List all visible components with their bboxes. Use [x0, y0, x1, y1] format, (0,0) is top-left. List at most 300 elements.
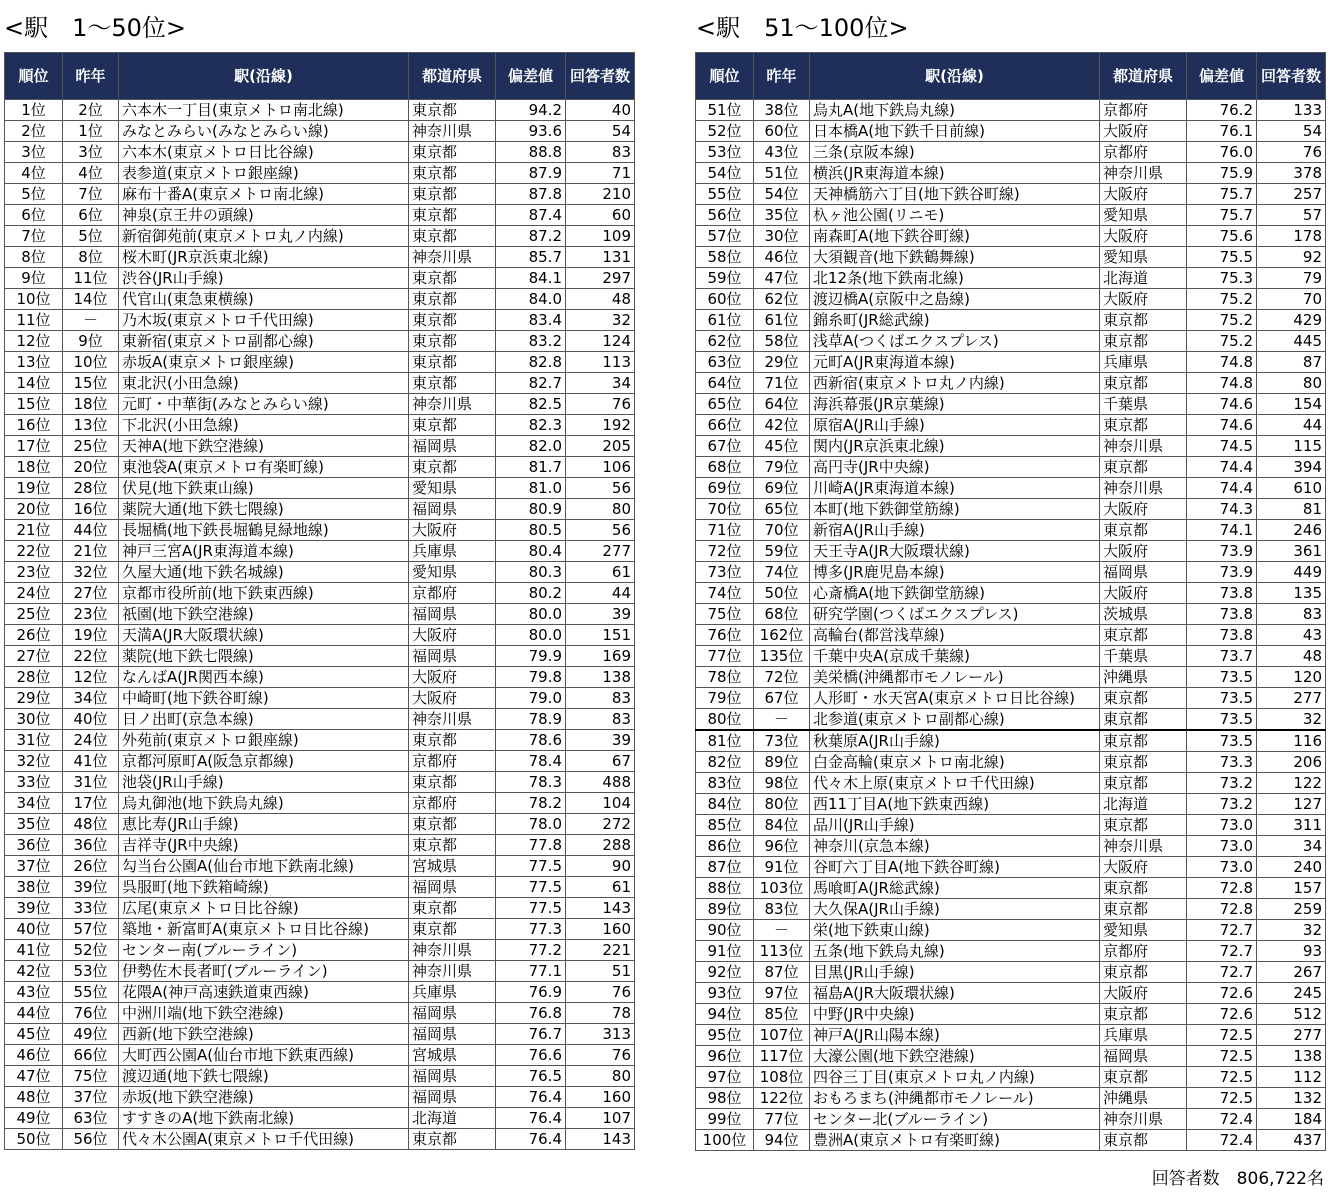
respondents-cell: 54: [566, 121, 635, 142]
respondents-cell: 60: [566, 205, 635, 226]
rank-cell: 79位: [696, 688, 754, 709]
respondents-cell: 51: [566, 961, 635, 982]
rank-cell: 97位: [696, 1067, 754, 1088]
prefecture-cell: 東京都: [409, 268, 496, 289]
respondents-cell: 56: [566, 520, 635, 541]
rank-cell: 19位: [5, 478, 63, 499]
score-cell: 82.7: [496, 373, 566, 394]
score-cell: 72.5: [1187, 1046, 1257, 1067]
score-cell: 76.6: [496, 1045, 566, 1066]
respondents-cell: 44: [1257, 415, 1326, 436]
last-year-cell: 68位: [754, 604, 810, 625]
station-cell: 大久保A(JR山手線): [810, 899, 1100, 920]
score-cell: 74.8: [1187, 373, 1257, 394]
station-cell: 谷町六丁目A(地下鉄谷町線): [810, 857, 1100, 878]
table-row: [5, 142, 635, 163]
rank-cell: 50位: [5, 1129, 63, 1150]
last-year-cell: 56位: [63, 1129, 119, 1150]
score-cell: 79.0: [496, 688, 566, 709]
prefecture-cell: 東京都: [409, 142, 496, 163]
respondents-cell: 34: [566, 373, 635, 394]
rank-cell: 72位: [696, 541, 754, 562]
station-cell: 烏丸A(地下鉄烏丸線): [810, 100, 1100, 121]
respondents-cell: 259: [1257, 899, 1326, 920]
prefecture-cell: 千葉県: [1100, 646, 1187, 667]
respondents-cell: 297: [566, 268, 635, 289]
rank-cell: 88位: [696, 878, 754, 899]
score-cell: 82.3: [496, 415, 566, 436]
last-year-cell: 35位: [754, 205, 810, 226]
prefecture-cell: 北海道: [409, 1108, 496, 1129]
table-row: [696, 1067, 1326, 1088]
station-cell: 高輪台(都営浅草線): [810, 625, 1100, 646]
right-section-title: <駅 51～100位>: [696, 14, 909, 42]
table-row: [696, 646, 1326, 667]
last-year-cell: 108位: [754, 1067, 810, 1088]
rank-cell: 70位: [696, 499, 754, 520]
prefecture-cell: 大阪府: [409, 688, 496, 709]
prefecture-cell: 兵庫県: [1100, 352, 1187, 373]
respondents-cell: 192: [566, 415, 635, 436]
rank-cell: 86位: [696, 836, 754, 857]
last-year-cell: 98位: [754, 773, 810, 794]
score-cell: 76.4: [496, 1108, 566, 1129]
score-cell: 73.5: [1187, 709, 1257, 731]
station-cell: 高円寺(JR中央線): [810, 457, 1100, 478]
last-year-cell: 53位: [63, 961, 119, 982]
station-cell: 元町・中華街(みなとみらい線): [119, 394, 409, 415]
station-cell: 乃木坂(東京メトロ千代田線): [119, 310, 409, 331]
prefecture-cell: 神奈川県: [1100, 436, 1187, 457]
station-cell: 福島A(JR大阪環状線): [810, 983, 1100, 1004]
last-year-cell: 84位: [754, 815, 810, 836]
prefecture-cell: 大阪府: [1100, 499, 1187, 520]
respondents-cell: 221: [566, 940, 635, 961]
prefecture-cell: 大阪府: [409, 667, 496, 688]
rank-cell: 73位: [696, 562, 754, 583]
rank-cell: 76位: [696, 625, 754, 646]
table-row: [5, 352, 635, 373]
respondents-cell: 61: [566, 877, 635, 898]
last-year-cell: 58位: [754, 331, 810, 352]
rank-cell: 26位: [5, 625, 63, 646]
station-cell: 本町(地下鉄御堂筋線): [810, 499, 1100, 520]
respondents-cell: 78: [566, 1003, 635, 1024]
station-cell: 海浜幕張(JR京葉線): [810, 394, 1100, 415]
table-row: [5, 1066, 635, 1087]
station-cell: 吉祥寺(JR中央線): [119, 835, 409, 856]
rank-cell: 40位: [5, 919, 63, 940]
rank-cell: 27位: [5, 646, 63, 667]
rank-cell: 20位: [5, 499, 63, 520]
rank-cell: 84位: [696, 794, 754, 815]
score-cell: 87.2: [496, 226, 566, 247]
score-cell: 80.9: [496, 499, 566, 520]
score-cell: 72.5: [1187, 1025, 1257, 1046]
rank-cell: 36位: [5, 835, 63, 856]
last-year-cell: 69位: [754, 478, 810, 499]
score-cell: 78.2: [496, 793, 566, 814]
station-cell: 原宿A(JR山手線): [810, 415, 1100, 436]
station-cell: 天神橋筋六丁目(地下鉄谷町線): [810, 184, 1100, 205]
respondents-cell: 132: [1257, 1088, 1326, 1109]
prefecture-cell: 東京都: [1100, 1130, 1187, 1151]
respondents-cell: 39: [566, 730, 635, 751]
table-row: [696, 457, 1326, 478]
respondents-cell: 76: [566, 394, 635, 415]
prefecture-cell: 京都府: [1100, 941, 1187, 962]
table-row: [5, 373, 635, 394]
table-row: [696, 815, 1326, 836]
prefecture-cell: 福岡県: [409, 1024, 496, 1045]
respondents-cell: 445: [1257, 331, 1326, 352]
prefecture-cell: 福岡県: [1100, 1046, 1187, 1067]
prefecture-cell: 東京都: [409, 100, 496, 121]
respondents-cell: 184: [1257, 1109, 1326, 1130]
rank-cell: 83位: [696, 773, 754, 794]
prefecture-cell: 東京都: [1100, 331, 1187, 352]
rank-cell: 69位: [696, 478, 754, 499]
score-cell: 80.2: [496, 583, 566, 604]
station-cell: 池袋(JR山手線): [119, 772, 409, 793]
station-cell: 伏見(地下鉄東山線): [119, 478, 409, 499]
respondents-cell: 257: [1257, 184, 1326, 205]
last-year-cell: 38位: [754, 100, 810, 121]
score-cell: 77.8: [496, 835, 566, 856]
respondents-cell: 143: [566, 898, 635, 919]
header-prefecture: 都道府県: [409, 53, 496, 100]
header-row: [696, 53, 1326, 100]
score-cell: 77.5: [496, 898, 566, 919]
respondents-cell: 124: [566, 331, 635, 352]
last-year-cell: 37位: [63, 1087, 119, 1108]
rank-cell: 64位: [696, 373, 754, 394]
score-cell: 75.2: [1187, 310, 1257, 331]
score-cell: 76.4: [496, 1087, 566, 1108]
last-year-cell: 57位: [63, 919, 119, 940]
rank-cell: 51位: [696, 100, 754, 121]
last-year-cell: 67位: [754, 688, 810, 709]
prefecture-cell: 東京都: [1100, 878, 1187, 899]
respondents-cell: 361: [1257, 541, 1326, 562]
rank-cell: 39位: [5, 898, 63, 919]
score-cell: 75.2: [1187, 289, 1257, 310]
respondents-cell: 48: [1257, 646, 1326, 667]
station-cell: 表参道(東京メトロ銀座線): [119, 163, 409, 184]
respondents-cell: 83: [566, 709, 635, 730]
score-cell: 73.3: [1187, 752, 1257, 773]
score-cell: 81.0: [496, 478, 566, 499]
respondents-cell: 32: [1257, 920, 1326, 941]
station-cell: 白金高輪(東京メトロ南北線): [810, 752, 1100, 773]
prefecture-cell: 大阪府: [409, 625, 496, 646]
score-cell: 74.3: [1187, 499, 1257, 520]
respondents-cell: 80: [566, 1066, 635, 1087]
respondents-cell: 61: [566, 562, 635, 583]
last-year-cell: 52位: [63, 940, 119, 961]
last-year-cell: 22位: [63, 646, 119, 667]
header-row: [5, 53, 635, 100]
table-row: [5, 856, 635, 877]
rank-cell: 37位: [5, 856, 63, 877]
last-year-cell: 162位: [754, 625, 810, 646]
station-cell: すすきのA(地下鉄南北線): [119, 1108, 409, 1129]
last-year-cell: 19位: [63, 625, 119, 646]
station-cell: 新宿A(JR山手線): [810, 520, 1100, 541]
last-year-cell: 62位: [754, 289, 810, 310]
table-row: [5, 541, 635, 562]
prefecture-cell: 茨城県: [1100, 604, 1187, 625]
last-year-cell: 85位: [754, 1004, 810, 1025]
prefecture-cell: 神奈川県: [409, 121, 496, 142]
prefecture-cell: 東京都: [409, 898, 496, 919]
respondents-cell: 80: [1257, 373, 1326, 394]
last-year-cell: 12位: [63, 667, 119, 688]
score-cell: 80.4: [496, 541, 566, 562]
rank-cell: 55位: [696, 184, 754, 205]
last-year-cell: 36位: [63, 835, 119, 856]
respondents-cell: 92: [1257, 247, 1326, 268]
last-year-cell: 30位: [754, 226, 810, 247]
table-row: [5, 121, 635, 142]
table-row: [5, 1024, 635, 1045]
last-year-cell: 10位: [63, 352, 119, 373]
prefecture-cell: 東京都: [1100, 773, 1187, 794]
prefecture-cell: 東京都: [1100, 730, 1187, 752]
rank-cell: 52位: [696, 121, 754, 142]
rank-cell: 7位: [5, 226, 63, 247]
rank-cell: 54位: [696, 163, 754, 184]
respondents-cell: 206: [1257, 752, 1326, 773]
prefecture-cell: 東京都: [409, 373, 496, 394]
last-year-cell: 4位: [63, 163, 119, 184]
respondents-cell: 83: [566, 142, 635, 163]
rank-cell: 3位: [5, 142, 63, 163]
rank-cell: 100位: [696, 1130, 754, 1151]
score-cell: 72.6: [1187, 1004, 1257, 1025]
last-year-cell: －: [754, 709, 810, 731]
table-row: [5, 667, 635, 688]
score-cell: 73.8: [1187, 625, 1257, 646]
respondents-cell: 43: [1257, 625, 1326, 646]
score-cell: 72.5: [1187, 1067, 1257, 1088]
prefecture-cell: 東京都: [409, 814, 496, 835]
last-year-cell: 17位: [63, 793, 119, 814]
respondents-cell: 127: [1257, 794, 1326, 815]
station-cell: 神泉(京王井の頭線): [119, 205, 409, 226]
table-row: [696, 583, 1326, 604]
last-year-cell: 55位: [63, 982, 119, 1003]
score-cell: 79.9: [496, 646, 566, 667]
table-row: [5, 310, 635, 331]
score-cell: 73.8: [1187, 604, 1257, 625]
last-year-cell: 43位: [754, 142, 810, 163]
rank-cell: 5位: [5, 184, 63, 205]
last-year-cell: 6位: [63, 205, 119, 226]
table-row: [696, 541, 1326, 562]
last-year-cell: －: [63, 310, 119, 331]
station-cell: 四谷三丁目(東京メトロ丸ノ内線): [810, 1067, 1100, 1088]
table-row: [696, 499, 1326, 520]
table-row: [696, 773, 1326, 794]
rank-cell: 48位: [5, 1087, 63, 1108]
table-row: [5, 163, 635, 184]
prefecture-cell: 東京都: [409, 205, 496, 226]
prefecture-cell: 福岡県: [1100, 562, 1187, 583]
prefecture-cell: 神奈川県: [409, 394, 496, 415]
prefecture-cell: 東京都: [1100, 415, 1187, 436]
table-row: [696, 142, 1326, 163]
prefecture-cell: 東京都: [1100, 709, 1187, 731]
last-year-cell: 49位: [63, 1024, 119, 1045]
last-year-cell: 26位: [63, 856, 119, 877]
rank-cell: 66位: [696, 415, 754, 436]
prefecture-cell: 大阪府: [1100, 857, 1187, 878]
rank-cell: 91位: [696, 941, 754, 962]
station-cell: 大須観音(地下鉄鶴舞線): [810, 247, 1100, 268]
respondents-cell: 115: [1257, 436, 1326, 457]
rank-cell: 59位: [696, 268, 754, 289]
station-cell: 天満A(JR大阪環状線): [119, 625, 409, 646]
table-row: [5, 247, 635, 268]
respondents-cell: 81: [1257, 499, 1326, 520]
table-row: [696, 373, 1326, 394]
score-cell: 73.7: [1187, 646, 1257, 667]
table-row: [696, 289, 1326, 310]
respondents-cell: 39: [566, 604, 635, 625]
prefecture-cell: 東京都: [409, 310, 496, 331]
respondents-cell: 143: [566, 1129, 635, 1150]
respondents-cell: 272: [566, 814, 635, 835]
last-year-cell: 23位: [63, 604, 119, 625]
respondents-cell: 288: [566, 835, 635, 856]
score-cell: 73.8: [1187, 583, 1257, 604]
last-year-cell: 21位: [63, 541, 119, 562]
table-row: [696, 667, 1326, 688]
score-cell: 83.2: [496, 331, 566, 352]
station-cell: 日ノ出町(京急本線): [119, 709, 409, 730]
respondents-cell: 133: [1257, 100, 1326, 121]
last-year-cell: 32位: [63, 562, 119, 583]
score-cell: 76.9: [496, 982, 566, 1003]
score-cell: 75.7: [1187, 205, 1257, 226]
respondent-total: 回答者数 806,722名: [1151, 1169, 1324, 1189]
prefecture-cell: 神奈川県: [409, 961, 496, 982]
rank-cell: 6位: [5, 205, 63, 226]
prefecture-cell: 福岡県: [409, 877, 496, 898]
last-year-cell: 47位: [754, 268, 810, 289]
header-last-year: 昨年: [754, 53, 810, 100]
last-year-cell: 107位: [754, 1025, 810, 1046]
station-cell: 代官山(東急東横線): [119, 289, 409, 310]
rank-cell: 18位: [5, 457, 63, 478]
last-year-cell: 50位: [754, 583, 810, 604]
prefecture-cell: 東京都: [409, 772, 496, 793]
last-year-cell: 113位: [754, 941, 810, 962]
left-section-title: <駅 1～50位>: [4, 14, 187, 42]
prefecture-cell: 大阪府: [409, 520, 496, 541]
table-row: [696, 920, 1326, 941]
rank-cell: 92位: [696, 962, 754, 983]
respondents-cell: 394: [1257, 457, 1326, 478]
prefecture-cell: 福岡県: [409, 1087, 496, 1108]
prefecture-cell: 東京都: [1100, 1067, 1187, 1088]
respondents-cell: 151: [566, 625, 635, 646]
respondents-cell: 79: [1257, 268, 1326, 289]
prefecture-cell: 愛知県: [409, 562, 496, 583]
score-cell: 93.6: [496, 121, 566, 142]
table-row: [696, 1109, 1326, 1130]
table-row: [696, 941, 1326, 962]
table-row: [696, 184, 1326, 205]
station-cell: 薬院大通(地下鉄七隈線): [119, 499, 409, 520]
table-row: [696, 331, 1326, 352]
prefecture-cell: 福岡県: [409, 1066, 496, 1087]
rank-cell: 90位: [696, 920, 754, 941]
last-year-cell: 9位: [63, 331, 119, 352]
respondents-cell: 76: [566, 982, 635, 1003]
table-row: [696, 415, 1326, 436]
last-year-cell: 60位: [754, 121, 810, 142]
table-row: [5, 688, 635, 709]
prefecture-cell: 東京都: [1100, 457, 1187, 478]
table-row: [5, 961, 635, 982]
respondents-cell: 135: [1257, 583, 1326, 604]
station-cell: 北参道(東京メトロ副都心線): [810, 709, 1100, 731]
table-row: [5, 898, 635, 919]
table-row: [5, 268, 635, 289]
score-cell: 72.8: [1187, 899, 1257, 920]
table-row: [696, 983, 1326, 1004]
respondents-cell: 512: [1257, 1004, 1326, 1025]
station-cell: 目黒(JR山手線): [810, 962, 1100, 983]
table-row: [5, 1129, 635, 1150]
table-row: [5, 1003, 635, 1024]
rank-cell: 31位: [5, 730, 63, 751]
prefecture-cell: 東京都: [409, 163, 496, 184]
prefecture-cell: 大阪府: [1100, 226, 1187, 247]
table-row: [5, 709, 635, 730]
respondents-cell: 44: [566, 583, 635, 604]
table-row: [696, 604, 1326, 625]
respondents-cell: 277: [566, 541, 635, 562]
prefecture-cell: 東京都: [409, 1129, 496, 1150]
header-station: 駅(沿線): [119, 53, 409, 100]
score-cell: 76.7: [496, 1024, 566, 1045]
score-cell: 72.4: [1187, 1109, 1257, 1130]
header-score: 偏差値: [1187, 53, 1257, 100]
rank-cell: 67位: [696, 436, 754, 457]
last-year-cell: 80位: [754, 794, 810, 815]
station-cell: 神戸三宮A(JR東海道本線): [119, 541, 409, 562]
rank-cell: 89位: [696, 899, 754, 920]
prefecture-cell: 愛知県: [1100, 920, 1187, 941]
last-year-cell: 87位: [754, 962, 810, 983]
score-cell: 72.7: [1187, 941, 1257, 962]
last-year-cell: 117位: [754, 1046, 810, 1067]
rank-cell: 95位: [696, 1025, 754, 1046]
header-last-year: 昨年: [63, 53, 119, 100]
respondents-cell: 120: [1257, 667, 1326, 688]
prefecture-cell: 大阪府: [1100, 289, 1187, 310]
score-cell: 72.7: [1187, 962, 1257, 983]
last-year-cell: 29位: [754, 352, 810, 373]
respondents-cell: 109: [566, 226, 635, 247]
prefecture-cell: 東京都: [1100, 688, 1187, 709]
score-cell: 87.9: [496, 163, 566, 184]
score-cell: 87.4: [496, 205, 566, 226]
rank-cell: 33位: [5, 772, 63, 793]
